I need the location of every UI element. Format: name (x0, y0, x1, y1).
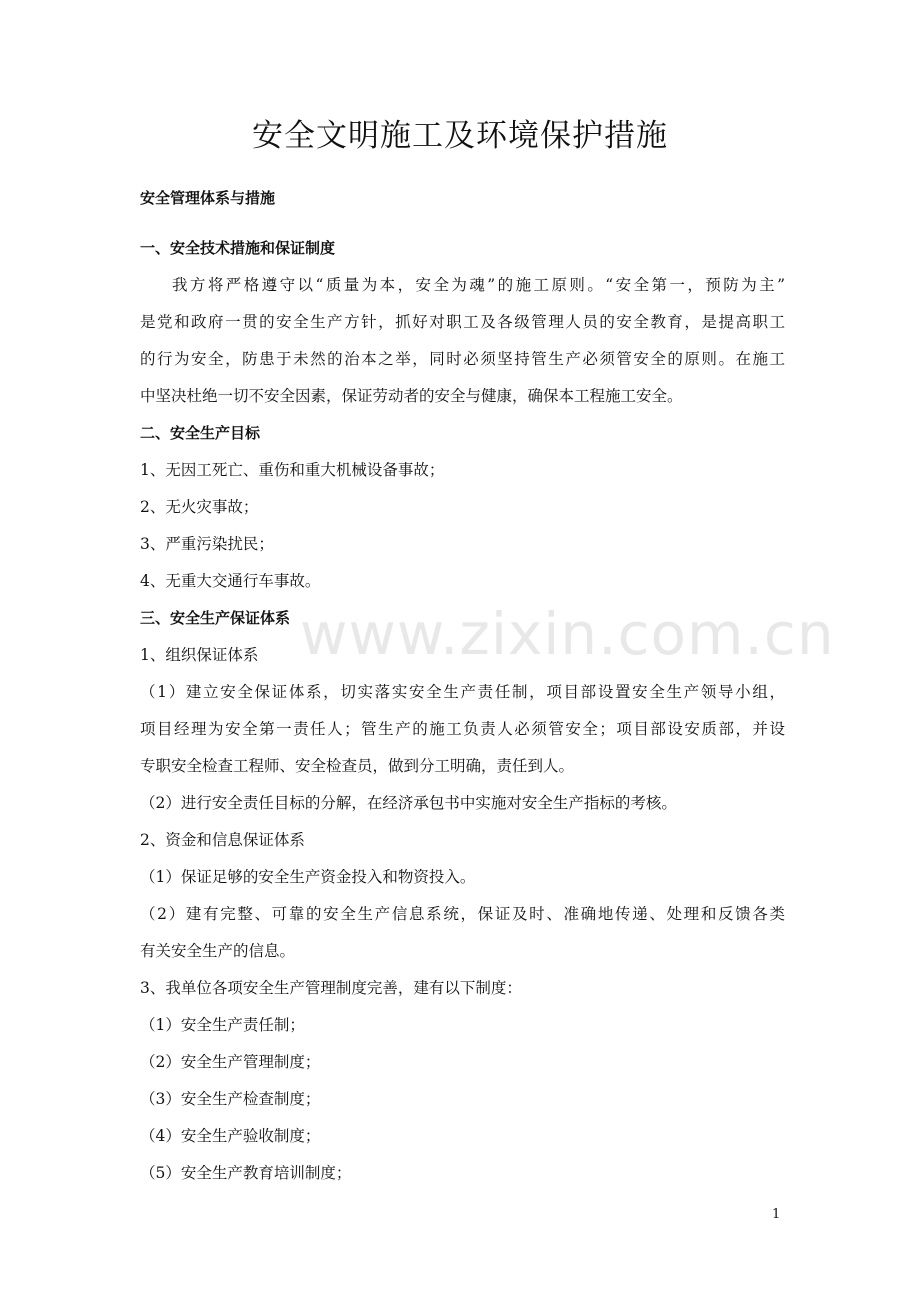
list-item: （4）安全生产验收制度； (140, 1127, 321, 1145)
paragraph-line: （1）保证足够的安全生产资金投入和物资投入。 (140, 868, 476, 886)
list-item: 1、无因工死亡、重伤和重大机械设备事故； (140, 461, 445, 479)
section-1-heading: 一、安全技术措施和保证制度 (140, 239, 336, 257)
paragraph-line: （2）建有完整、可靠的安全生产信息系统，保证及时、准确地传递、处理和反馈各类 (140, 905, 785, 923)
list-item: （2）安全生产管理制度； (140, 1053, 321, 1071)
list-item: （3）安全生产检查制度； (140, 1090, 321, 1108)
list-item: 3、严重污染扰民； (140, 535, 274, 553)
paragraph-line: 专职安全检查工程师、安全检查员，做到分工明确，责任到人。 (140, 757, 575, 775)
page-number: 1 (772, 1207, 781, 1222)
paragraph-line: 项目经理为安全第一责任人；管生产的施工负责人必须管安全；项目部设安质部，并设 (140, 720, 785, 738)
section-3-heading: 三、安全生产保证体系 (140, 609, 291, 627)
paragraph-line: 是党和政府一贯的安全生产方针，抓好对职工及各级管理人员的安全教育，是提高职工 (140, 313, 785, 331)
watermark: www.zixin.com.cn (300, 600, 835, 668)
list-item: 2、无火灾事故； (140, 498, 259, 516)
document-title: 安全文明施工及环境保护措施 (252, 118, 668, 154)
paragraph-line: 我方将严格遵守以“质量为本，安全为魂”的施工原则。“安全第一，预防为主” (172, 276, 785, 294)
section-2-heading: 二、安全生产目标 (140, 424, 261, 442)
subsection-heading: 1、组织保证体系 (140, 646, 259, 664)
paragraph-line: （2）进行安全责任目标的分解，在经济承包书中实施对安全生产指标的考核。 (140, 794, 677, 812)
document-body (140, 180, 785, 1192)
paragraph-line: 中坚决杜绝一切不安全因素，保证劳动者的安全与健康，确保本工程施工安全。 (140, 387, 683, 405)
list-item: （5）安全生产教育培训制度； (140, 1164, 352, 1182)
list-item: （1）安全生产责任制； (140, 1016, 305, 1034)
paragraph-line: （1）建立安全保证体系，切实落实安全生产责任制，项目部设置安全生产领导小组， (140, 683, 785, 701)
paragraph-line: 有关安全生产的信息。 (140, 942, 296, 960)
paragraph-line: 的行为安全，防患于未然的治本之举，同时必须坚持管生产必须管安全的原则。在施工 (140, 350, 785, 368)
list-item: 4、无重大交通行车事故。 (140, 572, 321, 590)
subtitle: 安全管理体系与措施 (140, 189, 276, 207)
subsection-heading: 2、资金和信息保证体系 (140, 831, 305, 849)
subsection-heading: 3、我单位各项安全生产管理制度完善，建有以下制度： (140, 979, 522, 997)
